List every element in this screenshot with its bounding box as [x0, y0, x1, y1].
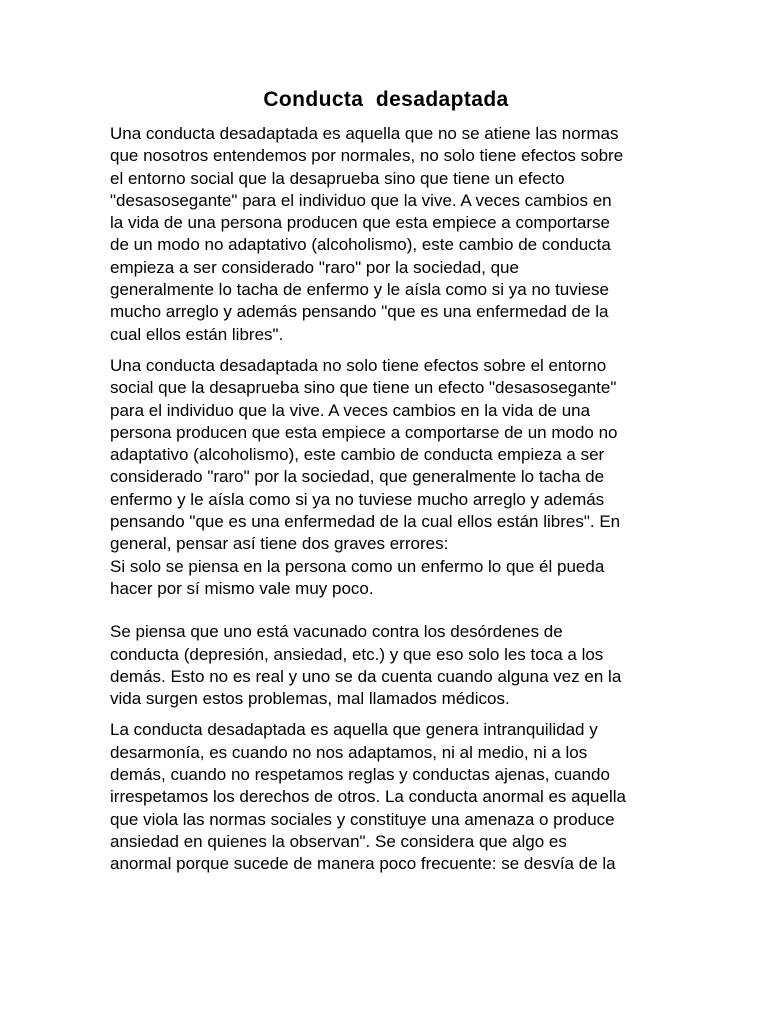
paragraph-spacer	[110, 710, 662, 719]
paragraph-spacer	[110, 600, 662, 621]
text-line: social que la desaprueba sino que tiene un efecto "desasosegante"	[110, 378, 617, 398]
text-line: demás. Esto no es real y uno se da cuenta cuando alguna vez en la	[110, 666, 622, 686]
text-line: Se piensa que uno está vacunado contra los desórdenes de	[110, 622, 563, 642]
text-line: de un modo no adaptativo (alcoholismo), este cambio de conducta	[110, 235, 611, 255]
text-line: que viola las normas sociales y constituye una amenaza o produce	[110, 809, 615, 829]
text-line: conducta (depresión, ansiedad, etc.) y que eso solo les toca a los	[110, 644, 604, 664]
text-line: considerado "raro" por la sociedad, que generalmente lo tacha de	[110, 467, 605, 487]
document-page	[110, 86, 662, 876]
text-line: generalmente lo tacha de enfermo y le aísla como si ya no tuviese	[110, 280, 609, 300]
text-line: Si solo se piensa en la persona como un enfermo lo que él pueda	[110, 556, 605, 576]
paragraph-spacer	[110, 346, 662, 355]
text-line: que nosotros entendemos por normales, no solo tiene efectos sobre	[110, 146, 624, 166]
text-line: "desasosegante" para el individuo que la vive. A veces cambios en	[110, 190, 612, 210]
text-line: demás, cuando no respetamos reglas y conductas ajenas, cuando	[110, 765, 610, 785]
paragraph-2	[110, 355, 662, 600]
text-line: La conducta desadaptada es aquella que genera intranquilidad y	[110, 720, 598, 740]
paragraph-4	[110, 719, 662, 875]
text-line: vida surgen estos problemas, mal llamados médicos.	[110, 689, 510, 709]
document-title: Conducta desadaptada	[263, 88, 509, 111]
text-line: pensando "que es una enfermedad de la cual ellos están libres". En	[110, 512, 621, 532]
text-line: hacer por sí mismo vale muy poco.	[110, 578, 374, 598]
text-line: para el individuo que la vive. A veces cambios en la vida de una	[110, 400, 591, 420]
text-line: empieza a ser considerado "raro" por la sociedad, que	[110, 257, 519, 277]
text-line: irrespetamos los derechos de otros. La conducta anormal es aquella	[110, 787, 626, 807]
text-line: anormal porque sucede de manera poco frecuente: se desvía de la	[110, 854, 616, 874]
text-line: persona producen que esta empiece a comportarse de un modo no	[110, 422, 618, 442]
text-line: el entorno social que la desaprueba sino que tiene un efecto	[110, 168, 565, 188]
text-line: Una conducta desadaptada es aquella que no se atiene las normas	[110, 124, 619, 143]
text-line: adaptativo (alcoholismo), este cambio de conducta empieza a ser	[110, 445, 605, 465]
text-line: Una conducta desadaptada no solo tiene efectos sobre el entorno	[110, 355, 607, 375]
text-line: desarmonía, es cuando no nos adaptamos, ni al medio, ni a los	[110, 742, 588, 762]
paragraph-3	[110, 621, 662, 710]
text-line: ansiedad en quienes la observan". Se considera que algo es	[110, 831, 567, 851]
text-line: la vida de una persona producen que esta empiece a comportarse	[110, 213, 610, 233]
text-line: cual ellos están libres".	[110, 324, 284, 344]
text-line: general, pensar así tiene dos graves errores:	[110, 534, 449, 554]
text-line: enfermo y le aísla como si ya no tuviese mucho arreglo y además	[110, 489, 605, 509]
text-line: mucho arreglo y además pensando "que es una enfermedad de la	[110, 302, 609, 322]
paragraph-1	[110, 123, 662, 346]
